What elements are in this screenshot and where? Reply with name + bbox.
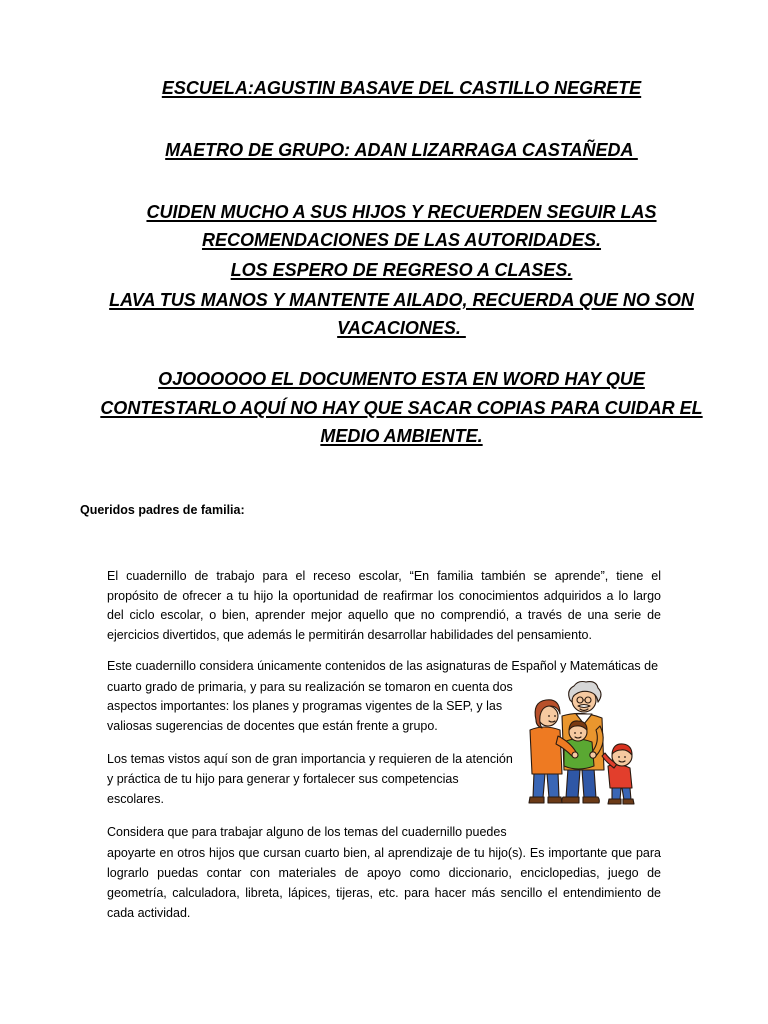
grandfather-legs [562,768,600,803]
mother-head [535,700,560,728]
paragraph-line: aspectos importantes: los planes y programas vigentes de la SEP, y las [107,699,503,713]
paragraph-line: escolares. [107,792,164,806]
child-figure [602,744,634,804]
paragraph-line: ejercicios divertidos, que además le permitirán desarrollar habilidades del pensamiento. [107,628,592,642]
message-line: VACACIONES. [337,318,466,338]
family-illustration-graphic [518,676,642,808]
letter-greeting: Queridos padres de familia: [80,503,245,517]
paragraph-line: Los temas vistos aquí son de gran importancia y requieren de la atención [107,752,513,766]
mother-figure [530,727,562,774]
notice-line: OJOOOOOO EL DOCUMENTO ESTA EN WORD HAY QUE [158,369,645,389]
grandfather-head [569,682,601,713]
paragraph-line: El cuadernillo de trabajo para el receso escolar, “En familia también se aprende”, tiene el [107,569,661,583]
paragraph-line: geometría, calculadora, libreta, lápices, tijeras, etc. para hacer más sencillo el entendimiento de [107,886,661,900]
paragraph-line: lograrlo puedas contar con materiales de apoyo como diccionario, enciclopedias, juego de [107,866,661,880]
paragraph-line: del ciclo escolar, o bien, aprender mejor aquello que no comprendió, a través de una serie de [107,608,661,622]
paragraph-line: propósito de ofrecer a tu hijo la oportunidad de reafirmar los conocimientos adquiridos a lo largo [107,589,661,603]
message-line: CUIDEN MUCHO A SUS HIJOS Y RECUERDEN SEGUIR LAS [146,202,657,222]
family-hug-illustration [518,676,642,808]
paragraph-line: cada actividad. [107,906,191,920]
teacher-name-heading: MAETRO DE GRUPO: ADAN LIZARRAGA CASTAÑEDA [165,140,638,160]
paragraph-line: apoyarte en otros hijos que cursan cuarto bien, al aprendizaje de tu hijo(s). Es importante que para [107,846,661,860]
paragraph-line: Este cuadernillo considera únicamente contenidos de las asignaturas de Español y Matemáticas de [107,659,659,673]
paragraph-line: valiosas sugerencias de docentes que están frente a grupo. [107,719,438,733]
message-line: LOS ESPERO DE REGRESO A CLASES. [230,260,573,280]
paragraph-line: y práctica de tu hijo para generar y fortalecer sus competencias [107,772,459,786]
notice-line: CONTESTARLO AQUÍ NO HAY QUE SACAR COPIAS PARA CUIDAR EL [100,398,703,418]
message-line: LAVA TUS MANOS Y MANTENTE AILADO, RECUERDA QUE NO SON [109,290,694,310]
paragraph-line: cuarto grado de primaria, y para su realización se tomaron en cuenta dos [107,680,513,694]
mother-legs [529,772,562,803]
paragraph-line: Considera que para trabajar alguno de los temas del cuadernillo puedes [107,825,507,839]
notice-line: MEDIO AMBIENTE. [320,426,483,446]
school-name-heading: ESCUELA:AGUSTIN BASAVE DEL CASTILLO NEGRETE [161,78,642,98]
message-line: RECOMENDACIONES DE LAS AUTORIDADES. [201,230,602,250]
